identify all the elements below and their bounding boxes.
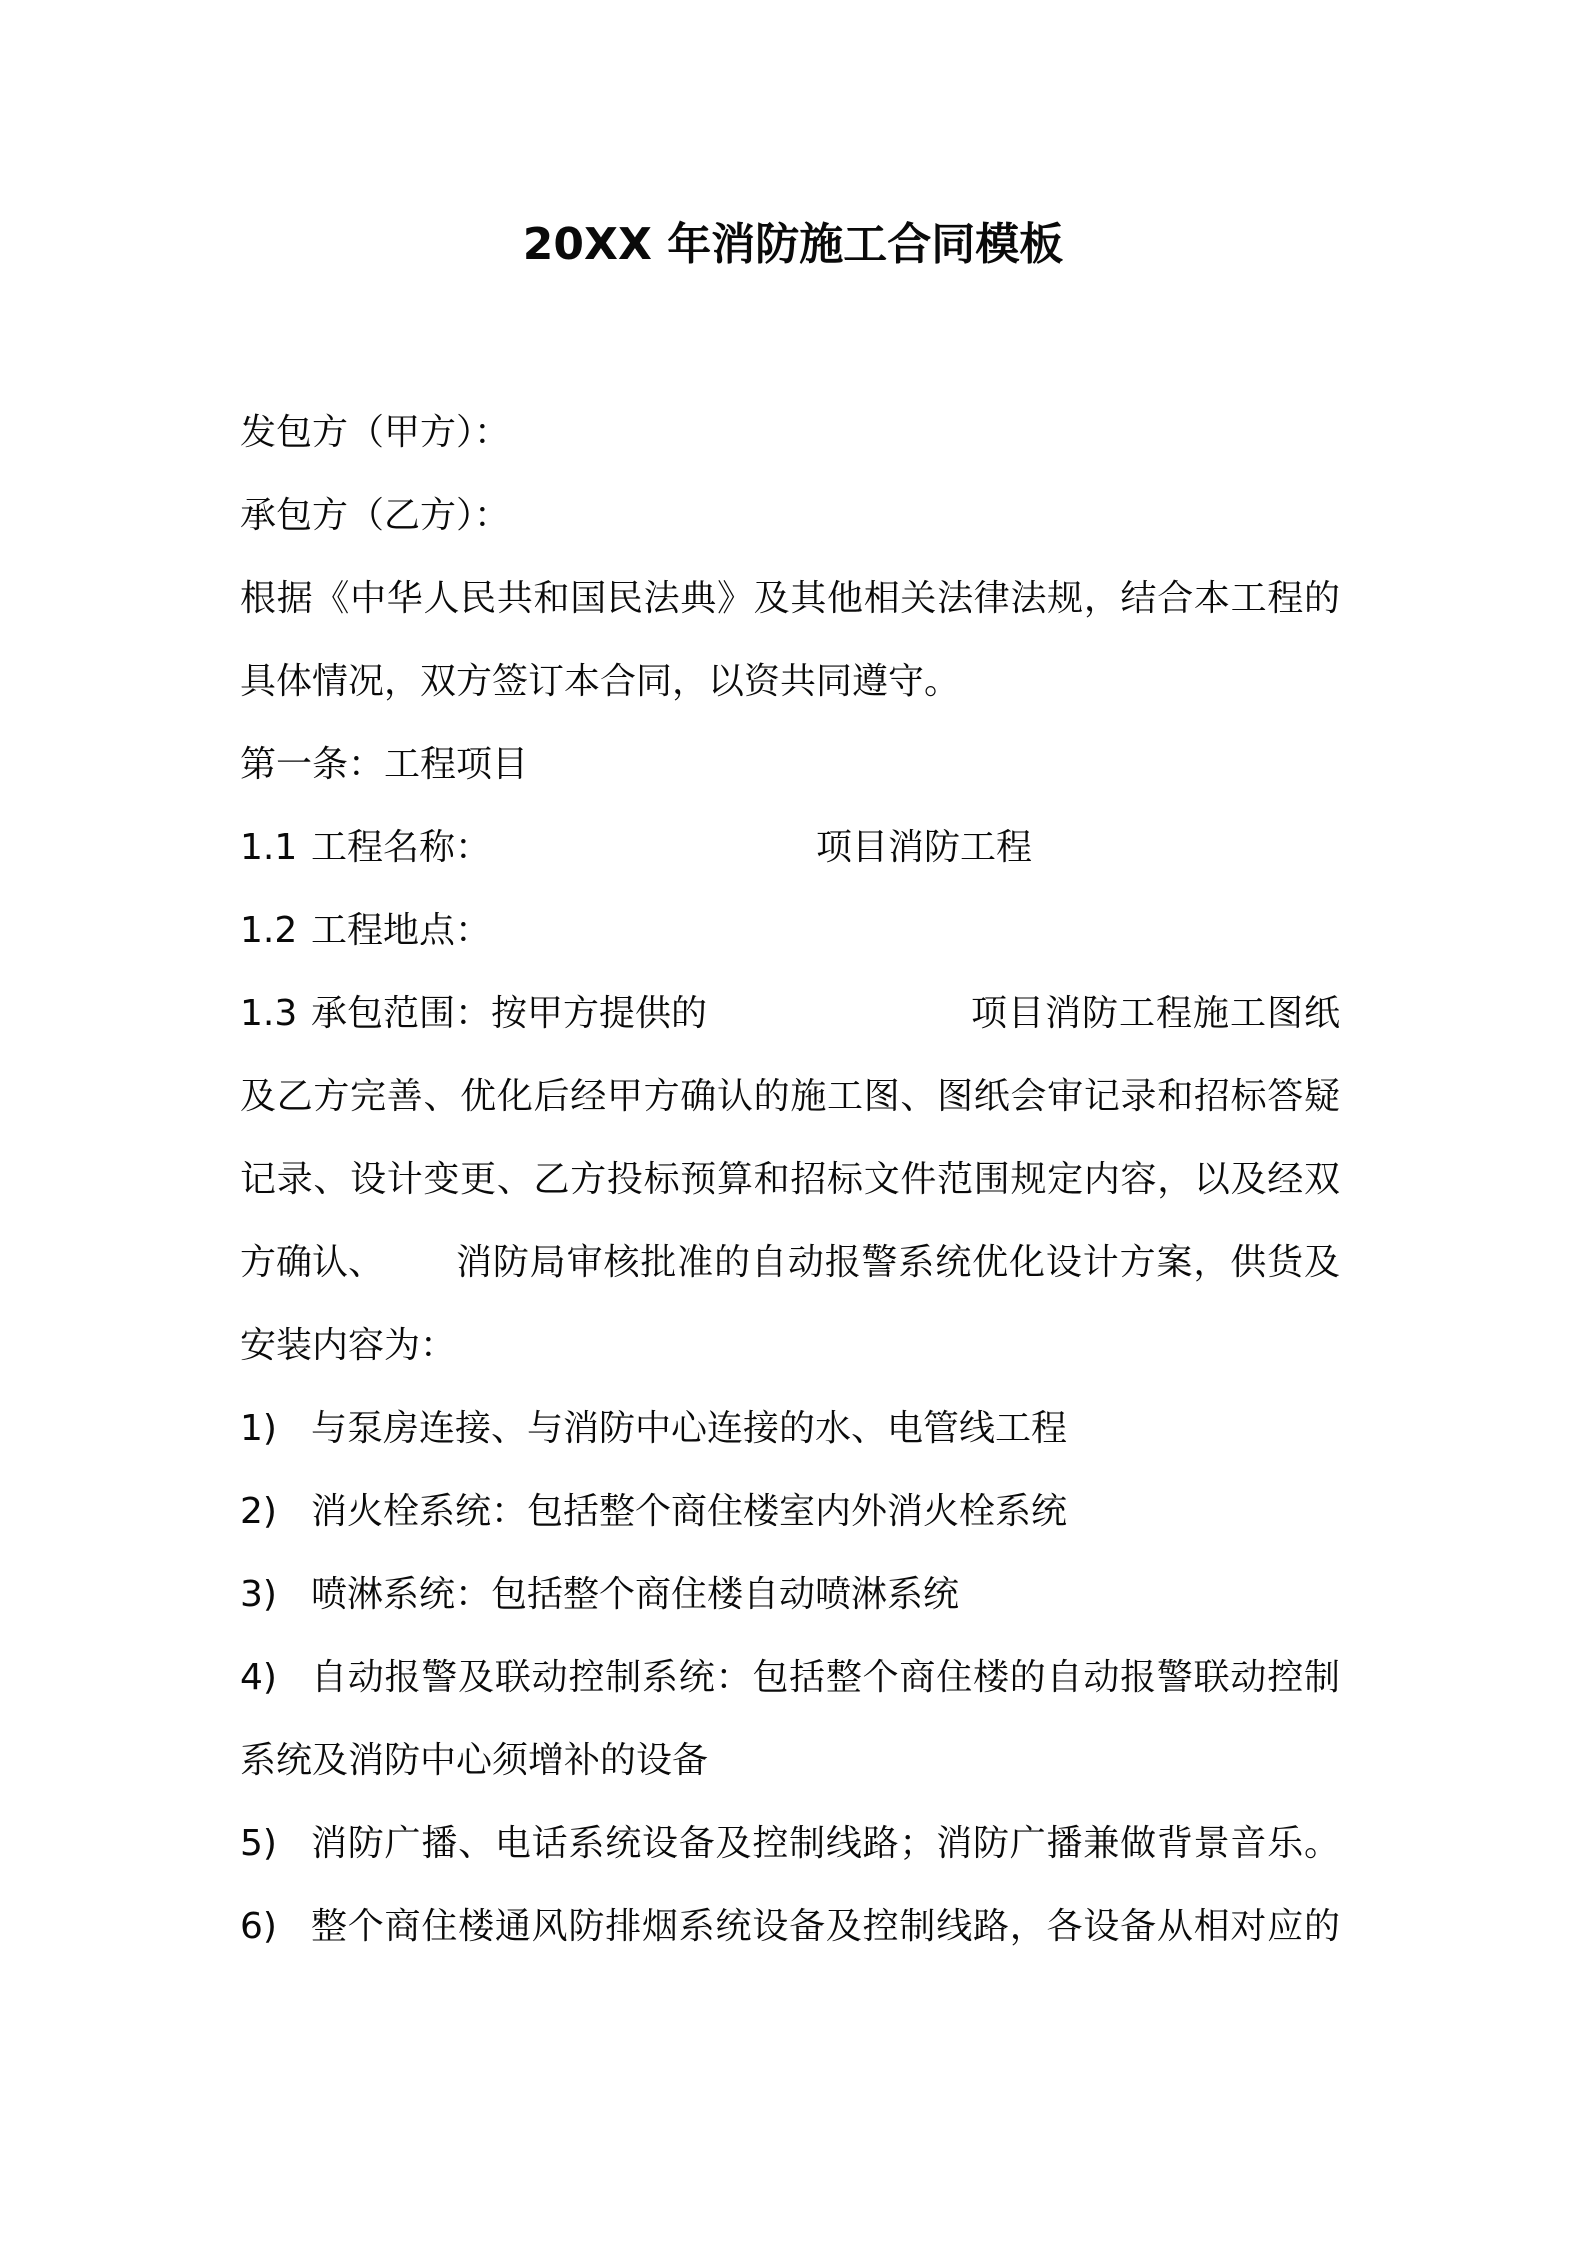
item-marker: 5) bbox=[240, 1823, 277, 1864]
clause-label: 工程名称： bbox=[311, 827, 492, 868]
scope-item bbox=[240, 1636, 1340, 1719]
item-marker: 6) bbox=[240, 1906, 277, 1947]
clause-text-before-gap: 方确认、 bbox=[240, 1242, 385, 1283]
item-marker: 2) bbox=[240, 1491, 277, 1532]
preamble-line bbox=[240, 557, 1340, 640]
scope-item bbox=[240, 1470, 1340, 1553]
party-b-line: 承包方（乙方）： bbox=[240, 495, 511, 536]
preamble-text: 根据《中华人民共和国民法典》及其他相关法律法规，结合本工程的 bbox=[240, 578, 1340, 619]
scope-item-continuation: 系统及消防中心须增补的设备 bbox=[240, 1740, 709, 1781]
item-text: 自动报警及联动控制系统：包括整个商住楼的自动报警联动控制 bbox=[311, 1657, 1340, 1698]
item-text: 喷淋系统：包括整个商住楼自动喷淋系统 bbox=[311, 1574, 960, 1615]
clause-number: 1.3 bbox=[240, 993, 298, 1034]
item-marker: 4) bbox=[240, 1657, 277, 1698]
item-text: 整个商住楼通风防排烟系统设备及控制线路，各设备从相对应的 bbox=[311, 1906, 1340, 1947]
project-reference: 项目消防工程施工图纸 bbox=[971, 993, 1340, 1034]
clause-1-3-gap-line bbox=[240, 1221, 1340, 1304]
clause-1-3-line bbox=[240, 1055, 1340, 1138]
item-text: 与泵房连接、与消防中心连接的水、电管线工程 bbox=[311, 1408, 1068, 1449]
project-name-value: 项目消防工程 bbox=[816, 827, 1033, 868]
clause-text: 记录、设计变更、乙方投标预算和招标文件范围规定内容，以及经双 bbox=[240, 1159, 1340, 1200]
item-text: 消防广播、电话系统设备及控制线路；消防广播兼做背景音乐。 bbox=[311, 1823, 1340, 1864]
item-text: 消火栓系统：包括整个商住楼室内外消火栓系统 bbox=[311, 1491, 1068, 1532]
document-title: 20XX 年消防施工合同模板 bbox=[522, 219, 1064, 270]
preamble-line: 具体情况，双方签订本合同，以资共同遵守。 bbox=[240, 661, 961, 702]
clause-number: 1.2 bbox=[240, 910, 298, 951]
clause-label: 工程地点： bbox=[311, 910, 492, 951]
party-a-line: 发包方（甲方）： bbox=[240, 412, 511, 453]
clause-1-2 bbox=[240, 889, 1340, 972]
clause-number: 1.1 bbox=[240, 827, 298, 868]
item-marker: 3) bbox=[240, 1574, 277, 1615]
clause-1-3-line bbox=[240, 1138, 1340, 1221]
clause-text: 及乙方完善、优化后经甲方确认的施工图、图纸会审记录和招标答疑 bbox=[240, 1076, 1340, 1117]
clause-1-3 bbox=[240, 972, 1340, 1055]
scope-item bbox=[240, 1885, 1340, 1968]
scope-item bbox=[240, 1387, 1340, 1470]
clause-label: 承包范围：按甲方提供的 bbox=[311, 993, 708, 1034]
scope-item bbox=[240, 1802, 1340, 1885]
clause-1-3-closing: 安装内容为： bbox=[240, 1325, 457, 1366]
scope-item bbox=[240, 1553, 1340, 1636]
clause-1-1 bbox=[240, 806, 1340, 889]
article-1-heading: 第一条：工程项目 bbox=[240, 744, 529, 785]
document-body bbox=[240, 391, 1340, 1968]
item-marker: 1) bbox=[240, 1408, 277, 1449]
clause-text-after-gap: 消防局审核批准的自动报警系统优化设计方案，供货及 bbox=[456, 1242, 1340, 1283]
